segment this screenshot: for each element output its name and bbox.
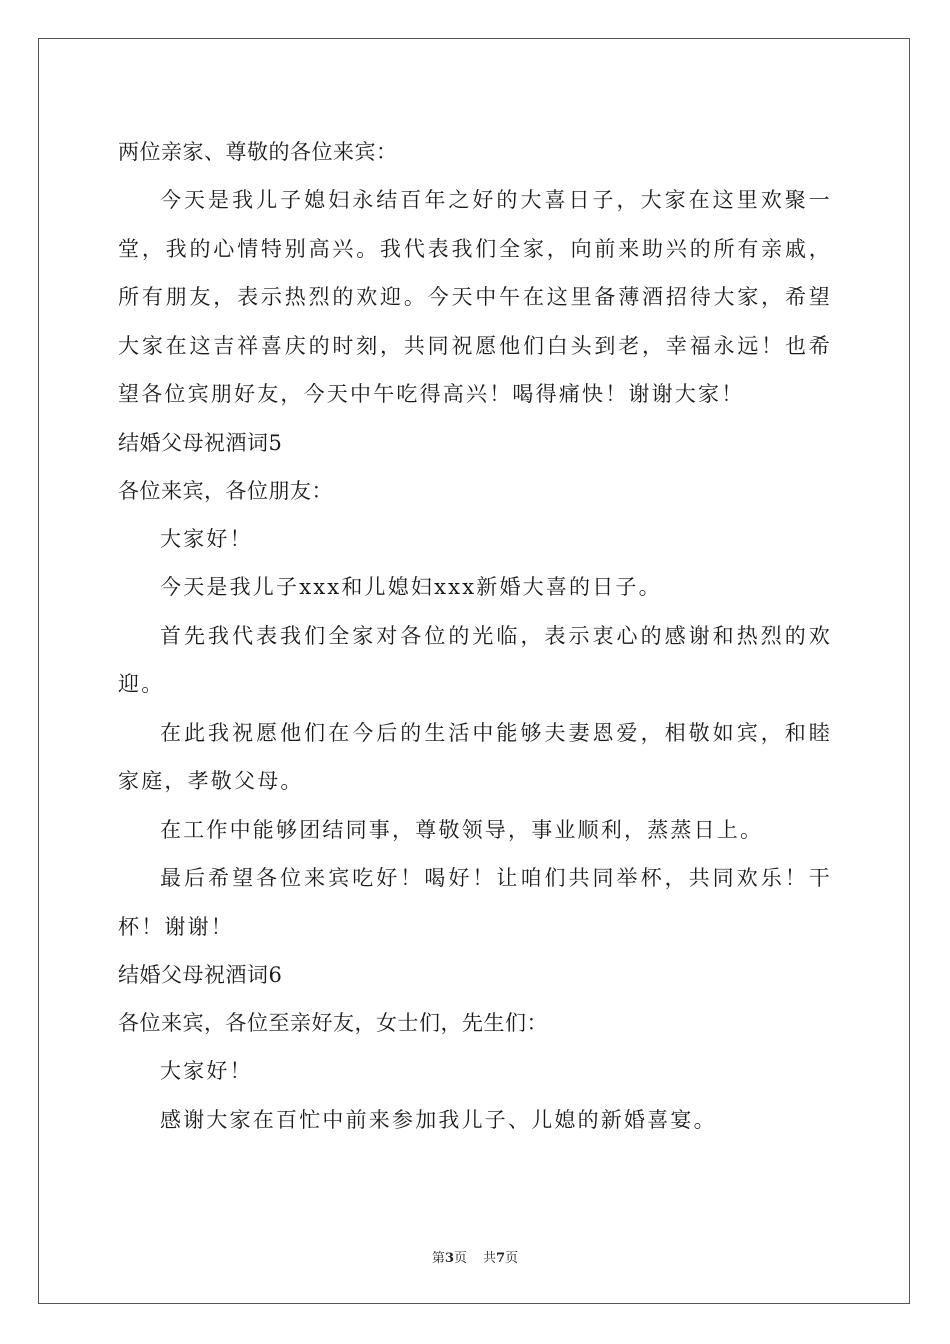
page-suffix: 页 (453, 1251, 467, 1266)
salutation: 两位亲家、尊敬的各位来宾： (118, 140, 398, 164)
document-body (118, 128, 832, 1144)
section-heading: 结婚父母祝酒词6 (118, 963, 283, 987)
paragraph: 大家好！ (160, 1059, 253, 1083)
page-footer (0, 1247, 950, 1266)
salutation: 各位来宾，各位朋友： (118, 478, 333, 503)
paragraph: 今天是我儿子媳妇永结百年之好的大喜日子，大家在这里欢聚一堂，我的心情特别高兴。我代表我们全家，向前来助兴的所有亲戚，所有朋友，表示热烈的欢迎。今天中午在这里备薄酒招待大家，希望大家在这吉祥喜庆的时刻，共同祝愿他们白头到老，幸福永远！也希望各位宾朋好友，今天中午吃得高兴！喝得痛快！谢谢大家！ (118, 188, 832, 406)
salutation: 各位来宾，各位至亲好友，女士们，先生们： (118, 1011, 548, 1035)
paragraph: 在此我祝愿他们在今后的生活中能够夫妻恩爱，相敬如宾，和睦家庭，孝敬父母。 (118, 720, 832, 793)
paragraph: 感谢大家在百忙中前来参加我儿子、儿媳的新婚喜宴。 (160, 1107, 717, 1132)
paragraph: 最后希望各位来宾吃好！喝好！让咱们共同举杯，共同欢乐！干杯！谢谢！ (118, 866, 832, 939)
page-prefix: 第 (431, 1251, 445, 1266)
total-pages: 7 (496, 1251, 506, 1266)
paragraph: 今天是我儿子xxx和儿媳妇xxx新婚大喜的日子。 (160, 575, 662, 599)
page-number: 3 (444, 1251, 454, 1266)
paragraph: 首先我代表我们全家对各位的光临，表示衷心的感谢和热烈的欢迎。 (118, 623, 832, 696)
paragraph: 在工作中能够团结同事，尊敬领导，事业顺利，蒸蒸日上。 (160, 817, 764, 842)
total-suffix: 页 (505, 1251, 519, 1266)
paragraph: 大家好！ (160, 526, 253, 551)
section-heading: 结婚父母祝酒词5 (118, 430, 283, 455)
total-prefix: 共 (483, 1251, 497, 1266)
